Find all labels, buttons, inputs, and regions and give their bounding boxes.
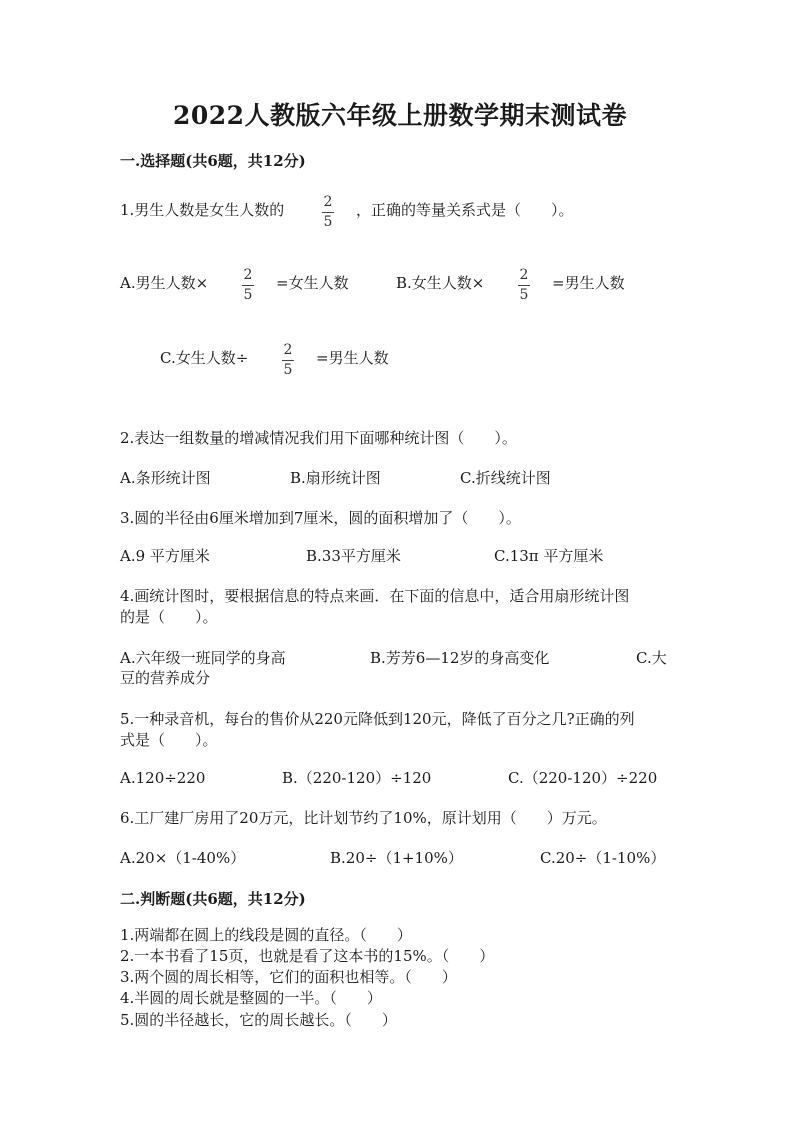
q1-fraction xyxy=(320,195,336,230)
q5-stem-line-1: 5.一种录音机，每台的售价从220元降低到120元，降低了百分之几?正确的列 xyxy=(120,710,635,728)
fraction-bar xyxy=(282,360,294,361)
q3-option-a: A.9 平方厘米 xyxy=(120,547,210,565)
q6-option-c: C.20÷（1-10%） xyxy=(540,849,666,867)
judge-item-3: 3.两个圆的周长相等，它们的面积也相等。（ ） xyxy=(120,968,457,986)
q4-option-b: B.芳芳6—12岁的身高变化 xyxy=(370,649,550,667)
q1-option-b-end: =男生人数 xyxy=(552,274,625,292)
q1-option-b-fraction xyxy=(516,268,532,303)
q3-option-b: B.33平方厘米 xyxy=(306,547,401,565)
fraction-numerator: 2 xyxy=(283,342,293,358)
q3-stem: 3.圆的半径由6厘米增加到7厘米，圆的面积增加了（ ）。 xyxy=(120,509,521,527)
q1-stem-end: ，正确的等量关系式是（ ）。 xyxy=(356,201,574,219)
q6-option-a: A.20×（1-40%） xyxy=(120,849,246,867)
q5-option-c: C.（220-120）÷220 xyxy=(508,769,658,787)
q2-stem: 2.表达一组数量的增减情况我们用下面哪种统计图（ ）。 xyxy=(120,429,517,447)
fraction-denominator: 5 xyxy=(519,287,529,303)
fraction-denominator: 5 xyxy=(323,214,333,230)
page-title: 2022人教版六年级上册数学期末测试卷 xyxy=(172,101,628,130)
fraction-denominator: 5 xyxy=(243,287,253,303)
fraction-bar xyxy=(322,212,334,213)
fraction-numerator: 2 xyxy=(243,267,253,283)
q4-option-c-continued: 豆的营养成分 xyxy=(120,669,211,687)
judge-item-1: 1.两端都在圆上的线段是圆的直径。（ ） xyxy=(120,926,412,944)
fraction-bar xyxy=(242,285,254,286)
fraction-bar xyxy=(518,285,530,286)
judge-item-2: 2.一本书看了15页，也就是看了这本书的15%。（ ） xyxy=(120,947,495,965)
fraction-numerator: 2 xyxy=(519,267,529,283)
section-2-heading: 二.判断题(共6题，共12分) xyxy=(120,890,306,908)
q4-stem-line-2: 的是（ ）。 xyxy=(120,608,218,626)
q1-option-c-end: =男生人数 xyxy=(316,349,389,367)
q2-option-c: C.折线统计图 xyxy=(460,469,551,487)
q1-stem-start: 1.男生人数是女生人数的 xyxy=(120,201,285,219)
q5-stem-line-2: 式是（ ）。 xyxy=(120,731,218,749)
q1-option-c-start: C.女生人数÷ xyxy=(160,349,249,367)
q4-stem-line-1: 4.画统计图时，要根据信息的特点来画．在下面的信息中，适合用扇形统计图 xyxy=(120,587,630,605)
q1-option-c-fraction xyxy=(280,343,296,378)
q4-option-a: A.六年级一班同学的身高 xyxy=(120,649,286,667)
judge-item-4: 4.半圆的周长就是整圆的一半。（ ） xyxy=(120,989,382,1007)
q4-option-c: C.大 xyxy=(636,649,667,667)
fraction-numerator: 2 xyxy=(323,194,333,210)
fraction-denominator: 5 xyxy=(283,362,293,378)
q2-option-b: B.扇形统计图 xyxy=(290,469,381,487)
q6-stem: 6.工厂建厂房用了20万元，比计划节约了10%，原计划用（ ）万元。 xyxy=(120,809,607,827)
judge-item-5: 5.圆的半径越长，它的周长越长。（ ） xyxy=(120,1011,397,1029)
q2-option-a: A.条形统计图 xyxy=(120,469,211,487)
q5-option-a: A.120÷220 xyxy=(120,769,206,787)
section-1-heading: 一.选择题(共6题，共12分) xyxy=(120,152,306,170)
q6-option-b: B.20÷（1+10%） xyxy=(330,849,463,867)
q1-option-a-start: A.男生人数× xyxy=(120,274,209,292)
q5-option-b: B.（220-120）÷120 xyxy=(282,769,432,787)
q1-option-a-fraction xyxy=(240,268,256,303)
q1-option-b-start: B.女生人数× xyxy=(396,274,485,292)
q1-option-a-end: =女生人数 xyxy=(276,274,349,292)
q3-option-c: C.13π 平方厘米 xyxy=(494,547,604,565)
